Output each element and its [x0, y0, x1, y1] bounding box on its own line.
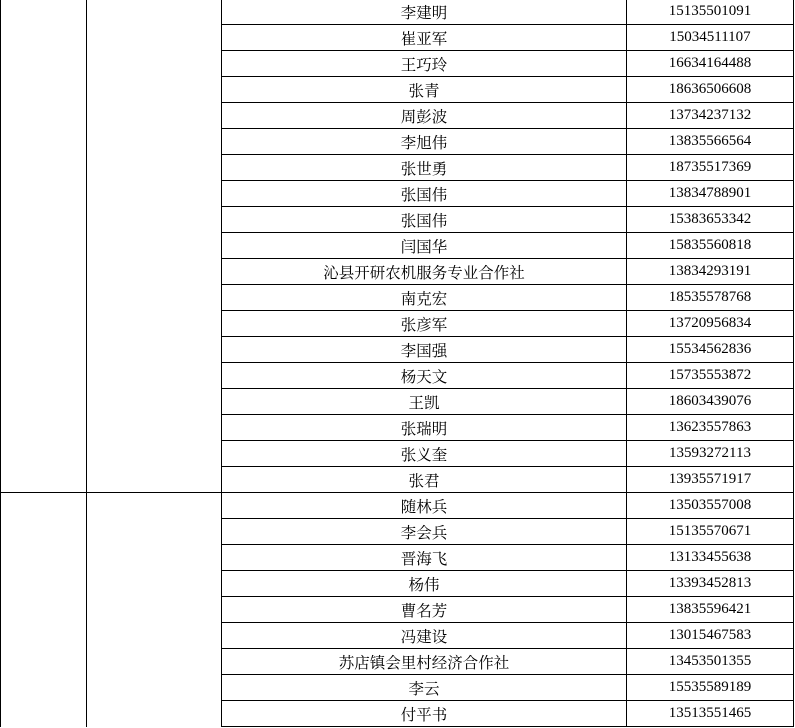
contact-phone: 13623557863 [627, 415, 794, 441]
contact-table-body [1, 0, 794, 727]
contact-name: 随林兵 [222, 493, 627, 519]
contact-phone: 15835560818 [627, 233, 794, 259]
contact-name: 王凯 [222, 389, 627, 415]
contact-name: 张义奎 [222, 441, 627, 467]
category-cell [87, 493, 222, 727]
contact-phone: 13503557008 [627, 493, 794, 519]
contact-name: 苏店镇会里村经济合作社 [222, 649, 627, 675]
contact-phone: 13393452813 [627, 571, 794, 597]
contact-phone: 13720956834 [627, 311, 794, 337]
contact-name: 闫国华 [222, 233, 627, 259]
contact-name: 张国伟 [222, 207, 627, 233]
contact-name: 张国伟 [222, 181, 627, 207]
category-cell [87, 0, 222, 493]
contact-name: 沁县开研农机服务专业合作社 [222, 259, 627, 285]
contact-phone: 15135570671 [627, 519, 794, 545]
contact-name: 张君 [222, 467, 627, 493]
contact-phone: 15034511107 [627, 25, 794, 51]
contact-phone: 13935571917 [627, 467, 794, 493]
contact-phone: 15735553872 [627, 363, 794, 389]
contact-phone: 18535578768 [627, 285, 794, 311]
contact-name: 崔亚军 [222, 25, 627, 51]
contact-name: 李建明 [222, 0, 627, 25]
contact-phone: 16634164488 [627, 51, 794, 77]
contact-phone: 13513551465 [627, 701, 794, 727]
contact-name: 周彭波 [222, 103, 627, 129]
contact-name: 李会兵 [222, 519, 627, 545]
contact-phone: 15135501091 [627, 0, 794, 25]
contact-name: 李国强 [222, 337, 627, 363]
contact-name: 李旭伟 [222, 129, 627, 155]
contact-name: 冯建设 [222, 623, 627, 649]
contact-name: 南克宏 [222, 285, 627, 311]
contact-phone: 18636506608 [627, 77, 794, 103]
contact-phone: 13453501355 [627, 649, 794, 675]
contact-phone: 18603439076 [627, 389, 794, 415]
contact-name: 张青 [222, 77, 627, 103]
contact-phone: 13015467583 [627, 623, 794, 649]
contact-name: 张彦军 [222, 311, 627, 337]
region-cell [1, 493, 87, 727]
contact-phone: 18735517369 [627, 155, 794, 181]
contact-name: 王巧玲 [222, 51, 627, 77]
contact-name: 杨天文 [222, 363, 627, 389]
contact-phone: 13593272113 [627, 441, 794, 467]
contact-phone: 15383653342 [627, 207, 794, 233]
contact-phone: 13834788901 [627, 181, 794, 207]
contact-name: 付平书 [222, 701, 627, 727]
contact-phone: 13835566564 [627, 129, 794, 155]
contact-name: 张瑞明 [222, 415, 627, 441]
table-row [1, 493, 794, 519]
contact-name: 张世勇 [222, 155, 627, 181]
table-row [1, 0, 794, 25]
contact-name: 杨伟 [222, 571, 627, 597]
contact-name: 曹名芳 [222, 597, 627, 623]
contact-phone: 13835596421 [627, 597, 794, 623]
contact-name: 晋海飞 [222, 545, 627, 571]
contact-phone: 15534562836 [627, 337, 794, 363]
contact-phone: 13834293191 [627, 259, 794, 285]
region-cell [1, 0, 87, 493]
contact-phone: 13133455638 [627, 545, 794, 571]
contact-phone: 13734237132 [627, 103, 794, 129]
contact-name: 李云 [222, 675, 627, 701]
contact-phone: 15535589189 [627, 675, 794, 701]
